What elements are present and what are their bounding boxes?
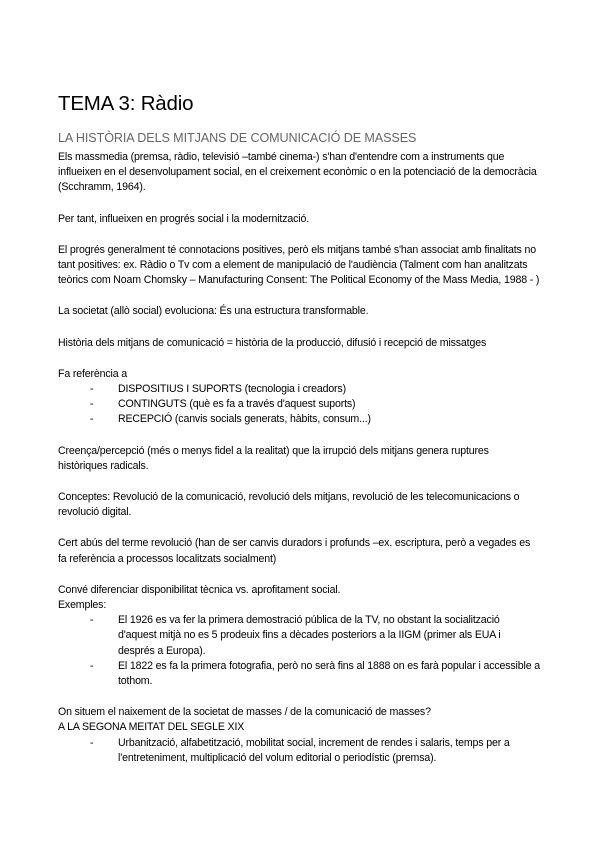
- paragraph-abus-revolucio: Cert abús del terme revolució (han de ser canvis duradors i profunds –ex. escriptura, però a vegades es fa referència a processos localitzats socialment): [58, 537, 531, 565]
- list-item: [90, 382, 540, 397]
- dash-bullet: -: [90, 736, 94, 749]
- list-exemples: [58, 613, 540, 689]
- dash-bullet: -: [90, 413, 94, 426]
- dash-bullet: -: [90, 383, 94, 396]
- paragraph-exemples: Exemples:: [58, 599, 107, 612]
- list-item: [90, 412, 540, 427]
- list-item-text: DISPOSITIUS I SUPORTS (tecnologia i creadors): [118, 383, 346, 396]
- list-item-text: CONTINGUTS (què es fa a través d'aquest suports): [118, 398, 356, 411]
- section-heading: LA HISTÒRIA DELS MITJANS DE COMUNICACIÓ DE MASSES: [58, 131, 417, 145]
- paragraph-creenca: Creença/percepció (més o menys fidel a la realitat) que la irrupció dels mitjans genera ruptures històriques radicals.: [58, 444, 489, 472]
- paragraph-disponibilitat: Convé diferenciar disponibilitat tècnica vs. aprofitament social.: [58, 583, 341, 596]
- list-item-text: El 1926 es va fer la primera demostració pública de la TV, no obstant la socialització d'aquest mitjà no es 5 prodeuix fins a dècades posteriors a la IIGM (primer als EUA i després a Europa).: [118, 614, 501, 657]
- paragraph-historia-mitjans: Història dels mitjans de comunicació = història de la producció, difusió i recepció de missatges: [58, 336, 487, 349]
- list-item-text: El 1822 es fa la primera fotografia, però no serà fins al 1888 on es farà popular i accessible a tothom.: [118, 659, 540, 688]
- list-item: [90, 659, 540, 689]
- paragraph-conceptes: Conceptes: Revolució de la comunicació, revolució dels mitjans, revolució de les telecomunicacions o revolució digital.: [58, 491, 520, 519]
- paragraph-fa-referencia: Fa referència a: [58, 367, 127, 380]
- list-item: [90, 397, 540, 412]
- list-item: [90, 736, 540, 766]
- dash-bullet: -: [90, 659, 94, 672]
- paragraph-massmedia: Els massmedia (premsa, ràdio, televisió –també cinema-) s'han d'entendre com a instruments que influeixen en el desenvolupament social, en el creixement econòmic o en la potenciació de la democràcia (Scchramm, 1964).: [58, 151, 537, 194]
- paragraph-progres-connotacions: El progrés generalment té connotacions positives, però els mitjans també s'han associat amb finalitats no tant positives: ex. Ràdio o Tv com a element de manipulació de l'audiència (Talment com han analitzats teòrics com Noam Chomsky – Manufacturing Consent: The Political Economy of the Mass Media, 1988 - ): [58, 243, 540, 287]
- paragraph-societat: La societat (allò social) evoluciona: És una estructura transformable.: [58, 305, 369, 318]
- list-item: [90, 613, 540, 659]
- list-item-text: Urbanització, alfabetització, mobilitat social, increment de rendes i salaris, temps per a l'entreteniment, multiplicació del volum editorial o periodístic (premsa).: [118, 736, 510, 764]
- paragraph-segle-xix: A LA SEGONA MEITAT DEL SEGLE XIX: [58, 721, 245, 734]
- paragraph-progres-social: Per tant, influeixen en progrés social i la modernització.: [58, 212, 309, 225]
- dash-bullet: -: [90, 398, 94, 411]
- paragraph-naixement: On situem el naixement de la societat de masses / de la comunicació de masses?: [58, 706, 431, 719]
- list-referencia: [58, 382, 540, 428]
- list-segle: [58, 736, 540, 766]
- dash-bullet: -: [90, 614, 94, 627]
- list-item-text: RECEPCIÓ (canvis socials generats, hàbits, consum...): [118, 413, 371, 426]
- page-title: TEMA 3: Ràdio: [58, 92, 194, 115]
